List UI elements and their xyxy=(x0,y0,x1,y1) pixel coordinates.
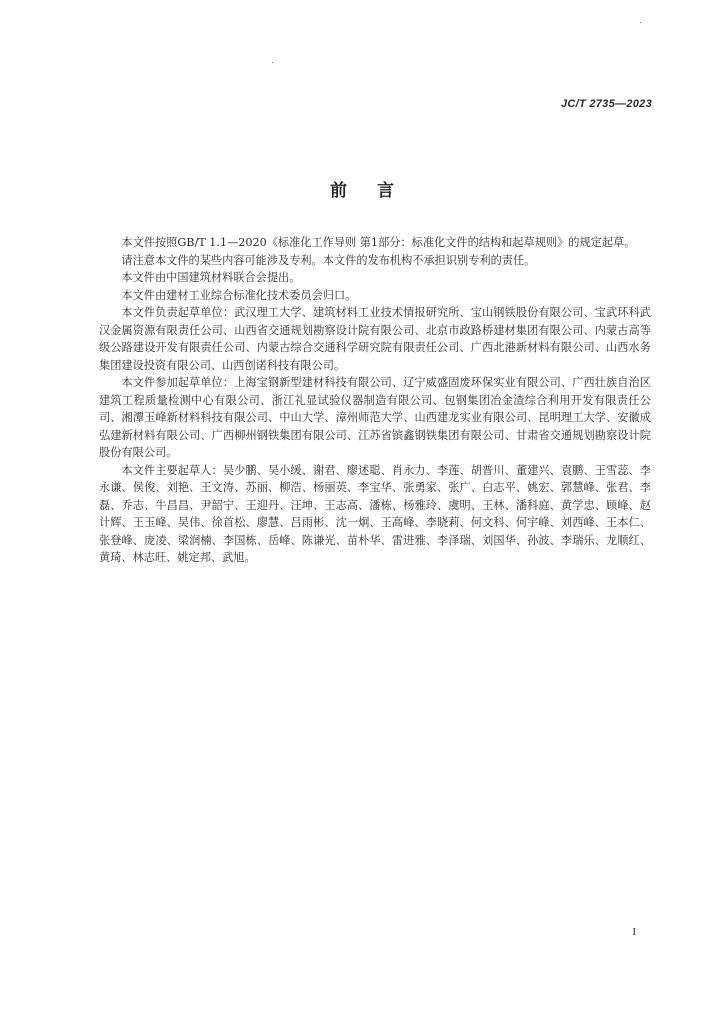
paragraph-patent-notice: 请注意本文件的某些内容可能涉及专利。本文件的发布机构不承担识别专利的责任。 xyxy=(121,253,536,267)
paragraph-participating-units: 本文件参加起草单位：上海宝钢新型建材科技有限公司、辽宁威盛固废环保实业有限公司、广西壮族自治区建筑工程质量检测中心有限公司、浙江礼显试验仪器制造有限公司、包钢集团冶金渣综合利用开发有限责任公司、湘潭玉峰新材料科技有限公司、中山大学、漳州师范大学、山西建龙实业有限公司、昆明理工大学、安徽成弘建新材料有限公司、广西柳州钢铁集团有限公司、江苏省镔鑫钢铁集团有限公司、甘肃省交通规划勘察设计院股份有限公司。 xyxy=(99,376,651,459)
paragraph-proposed-by: 本文件由中国建筑材料联合会提出。 xyxy=(121,271,301,284)
paragraph-drafting-rules: 本文件按照GB/T 1.1—2020《标准化工作导则 第1部分：标准化文件的结构和起草规则》的规定起草。 xyxy=(121,236,636,249)
scan-speck xyxy=(272,62,273,63)
paragraph-main-drafters: 本文件主要起草人：吴少鹏、吴小缓、谢君、廖述聪、肖永力、李莲、胡普川、董建兴、袁鹏、王雪蕊、李永谦、侯俊、刘艳、王文涛、苏丽、柳浩、杨丽英、李宝华、张勇家、张广、白志平、姚宏、郭慧峰、张君、李磊、乔志、牛昌昌、尹韶宁、王迎丹、汪坤、王志高、潘栋、杨雅玲、虞明、王林、潘科庭、黄学忠、顾峰、赵计辉、王玉峰、吴伟、徐首松、廖慧、吕雨彬、沈一炯、王高峰、李晓莉、何文科、何宇峰、刘西峰、王本仁、张登峰、庞凌、梁润楠、李国栋、岳峰、陈谦光、苗朴华、雷进雅、李泽瑞、刘国华、孙波、李瑞乐、龙顺红、黄琦、林志旺、姚定邦、武旭。 xyxy=(99,463,651,564)
scan-speck xyxy=(640,22,641,23)
paragraph-lead-drafting-units: 本文件负责起草单位：武汉理工大学、建筑材料工业技术情报研究所、宝山钢铁股份有限公司、宝武环科武汉金属资源有限责任公司、山西省交通规划勘察设计院有限公司、北京市政路桥建材集团有限公司、内蒙古高等级公路建设开发有限责任公司、内蒙古综合交通科学研究院有限责任公司、广西北港新材料有限公司、山西水务集团建设投资有限公司、山西创诺科技有限公司。 xyxy=(99,306,651,372)
foreword-body xyxy=(99,234,651,567)
standard-code: JC/T 2735—2023 xyxy=(560,98,652,110)
paragraph-under-jurisdiction: 本文件由建材工业综合标准化技术委员会归口。 xyxy=(121,288,357,302)
page-number: I xyxy=(632,926,636,938)
page-title: 前言 xyxy=(330,181,424,201)
